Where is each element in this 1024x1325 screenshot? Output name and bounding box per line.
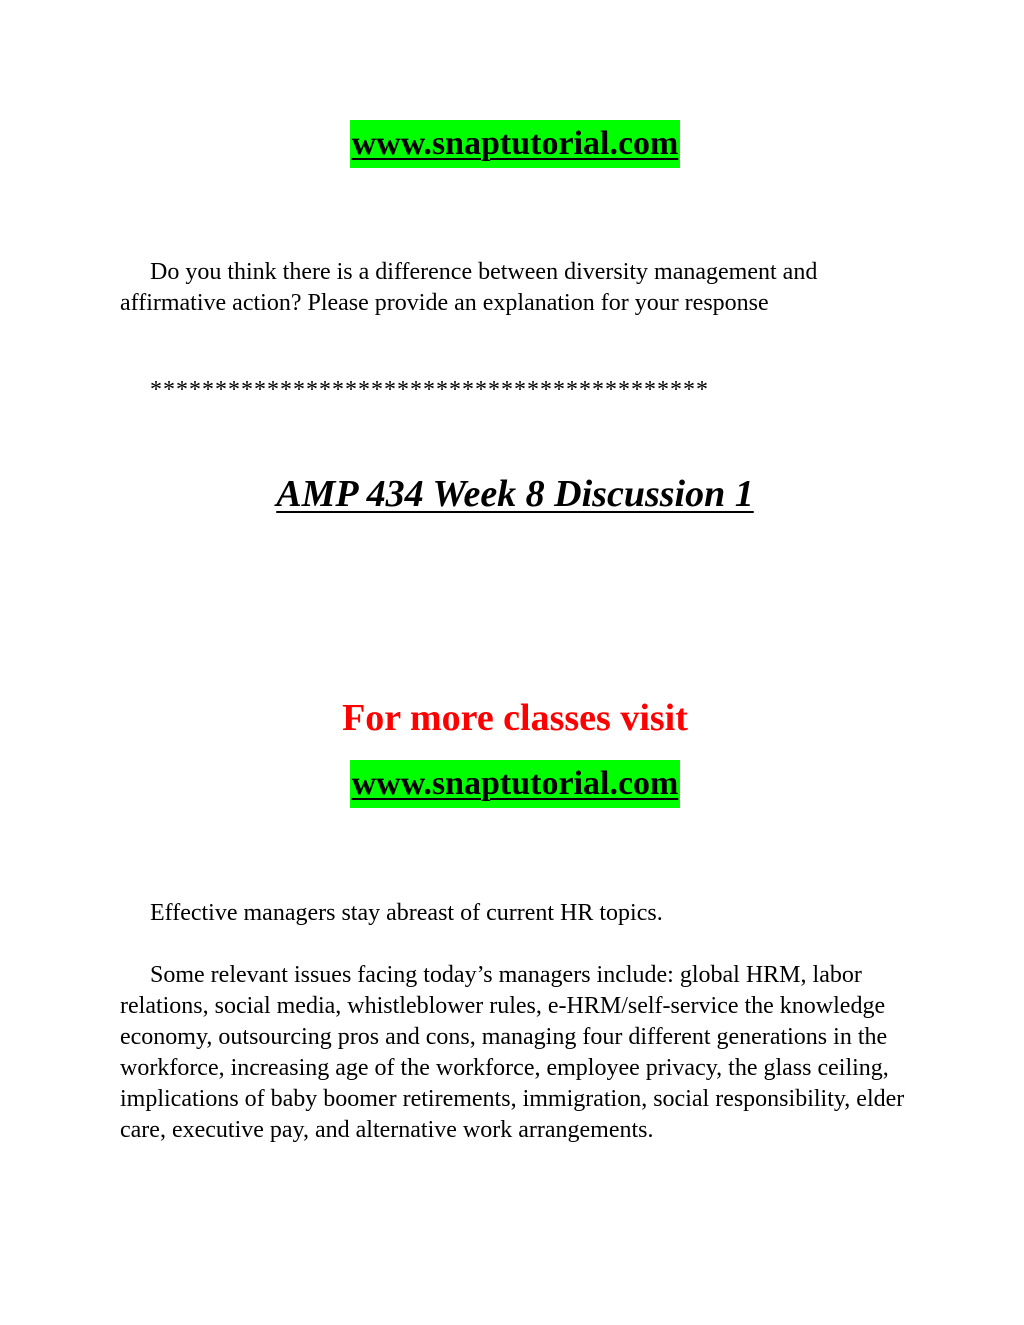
top-website-link[interactable]: www.snaptutorial.com (350, 120, 681, 168)
body-paragraph-2: Some relevant issues facing today’s managers include: global HRM, labor relations, social media, whistleblower rules, e-HRM/self-service the knowledge economy, outsourcing pros and cons, managing four different generations in the workforce, increasing age of the workforce, employee privacy, the glass ceiling, implications of baby boomer retirements, immigration, social responsibility, elder care, executive pay, and alternative work arrangements. (120, 962, 905, 1143)
promo-heading-block (120, 694, 910, 742)
top-link-container (120, 120, 910, 168)
separator-block (120, 375, 910, 405)
promo-link-container (120, 760, 910, 808)
promo-website-link[interactable]: www.snaptutorial.com (350, 760, 681, 808)
body-paragraph-2-block (120, 960, 910, 1146)
course-title: AMP 434 Week 8 Discussion 1 (276, 473, 754, 515)
body-paragraph-1: Effective managers stay abreast of current HR topics. (150, 900, 663, 926)
question-block (120, 257, 910, 319)
promo-heading: For more classes visit (342, 697, 688, 739)
body-paragraph-1-block (120, 898, 910, 929)
question-text: Do you think there is a difference between diversity management and affirmative action? Please provide an explanation for your response (120, 259, 818, 316)
star-separator: ******************************************* (150, 377, 709, 403)
course-title-block (120, 470, 910, 518)
